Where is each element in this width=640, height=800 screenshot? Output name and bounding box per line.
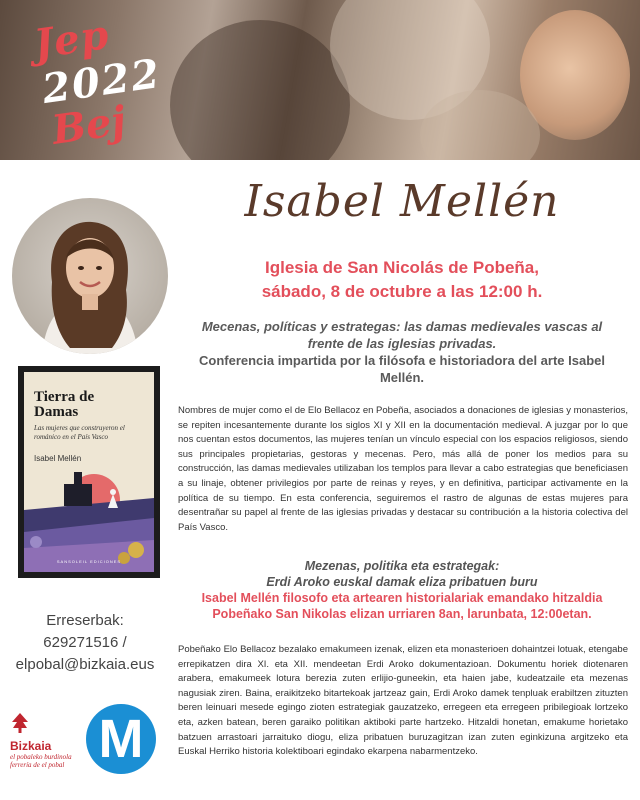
bizkaia-tree-icon [10,712,30,734]
paragraph-eus: Pobeñako Elo Bellacoz bezalako emakumeen izenak, elizen eta monasterioen dohaintzei lotuak, etengabe errepikatzen dira XI. eta XII. mendeetan Erdi Aroko dokumentazioan. Dokumentu horiek diotenaren arabera, emakumeek lotura berezia zuten erlijio-guneekin, eta haien jabe, kudeatzaile eta mezenas nagusiak ziren. Baina, eraikitzeko bitartekoak jartzeaz gain, Erdi Aroko damek tenpluak erabiltzen zituzten beren leinuari mesede egingo zioten estrategiak gauzatzeko, erregeen eta erregeen pribilegioak lortzeko eta, azken batean, beren garaiko politikan aktiboki parte hartzeko. Hitzaldi honetan, emakume horietako batzuen arrastoari jarraituko diogu, eliza pribatuen buruzagitzan izan zuten eginkizuna argitzeko eta Euskal Herriko historia kolektiboari egindako ekarpena nabarmentzeko. [178,644,628,758]
venue-line-2: sábado, 8 de octubre a las 12:00 h. [261,282,543,301]
talk-title-es [176,318,628,386]
contact-email[interactable]: elpobal@bizkaia.eus [15,656,155,673]
paragraph-es: Nombres de mujer como el de Elo Bellacoz en Pobeña, asociados a donaciones de iglesias y monasterios, se repiten incesantemente durante los siglos XI y XII en la documentación medieval. A juzgar por lo que nos cuentan estos documentos, las mujeres tenían un vínculo especial con los espacios religiosos, siendo sus principales propietarias, gestoras y mecenas. Pero, más allá de poner los medios para su construcción, las damas medievales utilizaban los templos para llevar a cabo estrategias que beneficiasen a su linaje, obtener privilegios por parte de reinas y reyes, y en definitiva, participar activamente en la política de su tiempo. En esta conferencia, seguiremos el rastro de algunas de estas mujeres para desentrañar su papel al frente de las iglesias privadas y destacar su contribución a la historia colectiva del País Vasco. [178,405,628,533]
talk-info-eus-line1: Isabel Mellén filosofo eta artearen historialariak emandako hitzaldia [201,591,603,605]
talk-title-eus-line1: Mezenas, politika eta estrategak: [304,559,500,573]
contact-phone[interactable]: 629271516 / [43,634,127,651]
talk-title-eus-line2: Erdi Aroko euskal damak eliza pribatuen buru [266,575,538,589]
book-cover [18,366,160,578]
book-cover-inner [24,372,154,572]
logo-line-year: 2022 [39,49,165,114]
book-title-line2: Damas [34,404,79,420]
jep-logo [6,10,165,154]
portrait-illustration [12,198,168,354]
contact-label: Erreserbak: [46,612,124,629]
speaker-portrait [12,198,168,354]
talk-title-es-line2: frente de las iglesias privadas. [307,336,497,351]
talk-title-es-line1: Mecenas, políticas y estrategas: las damas medievales vascas al [201,319,603,334]
m-logo: M [86,704,156,774]
logo-line-bej: Bej [49,97,129,154]
book-author: Isabel Mellén [34,454,82,463]
bizkaia-name: Bizkaia [10,739,52,753]
contact-block [10,610,160,676]
book-title [34,390,152,420]
book-publisher: SANSOLEIL EDICIONES [56,559,122,564]
talk-title-eus [176,558,628,622]
book-subtitle: Las mujeres que construyeron el románico en el País Vasco [34,424,125,441]
banner-sculpture-shape [170,20,350,160]
venue-line-1: Iglesia de San Nicolás de Pobeña, [265,258,539,277]
bizkaia-tagline-2: ferrería de el pobal [10,761,65,769]
venue-block [176,256,628,304]
bizkaia-tagline-1: el pobaleko burdinola [10,753,72,761]
logo-line-jep: Jep [31,10,113,69]
speaker-name: Isabel Mellén [244,176,560,227]
talk-info-eus-line2: Pobeñako San Nikolas elizan urriaren 8an, larunbata, 12:00etan. [212,607,592,621]
talk-desc-es: Conferencia impartida por la filósofa e historiadora del arte Isabel Mellén. [199,353,605,385]
book-title-line1: Tierra de [34,389,95,405]
header-banner [0,0,640,160]
bizkaia-logo [10,712,74,769]
